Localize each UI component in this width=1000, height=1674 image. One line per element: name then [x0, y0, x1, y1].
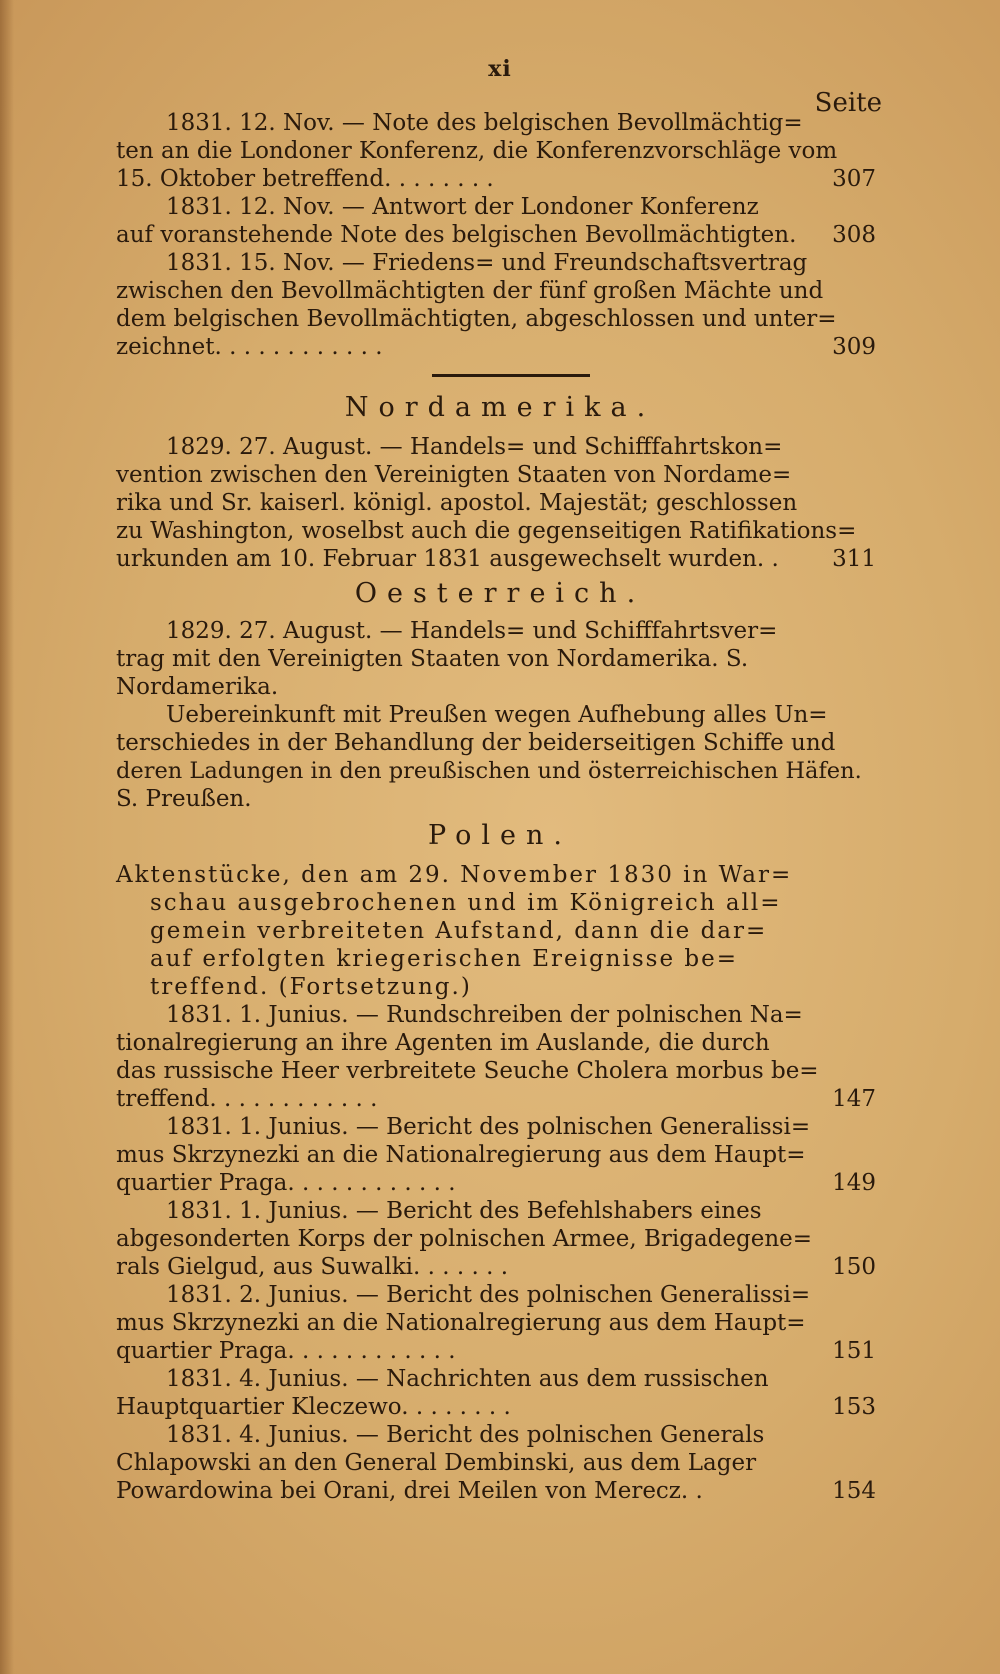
toc-line: zeichnet. . . . . . . . . . . . 309 [116, 334, 876, 360]
toc-line: 1829. 27. August. — Handels= und Schifffahrtsver= [166, 618, 778, 644]
page-ref: 150 [832, 1254, 876, 1280]
toc-line: 1829. 27. August. — Handels= und Schifffahrtskon= [166, 434, 783, 460]
toc-line: das russische Heer verbreitete Seuche Cholera morbus be= [116, 1058, 819, 1084]
toc-line: quartier Praga. . . . . . . . . . . . 149 [116, 1170, 876, 1196]
page-ref: 309 [832, 334, 876, 360]
toc-line: Aktenstücke, den am 29. November 1830 in War= [116, 862, 793, 888]
toc-line: auf erfolgten kriegerischen Ereignisse be= [150, 946, 738, 972]
toc-line: 15. Oktober betreffend. . . . . . . . 307 [116, 166, 876, 192]
toc-line: gemein verbreiteten Aufstand, dann die dar= [150, 918, 768, 944]
toc-line: treffend. (Fortsetzung.) [150, 974, 472, 1000]
page-ref: 307 [832, 166, 876, 192]
toc-line: rika und Sr. kaiserl. königl. apostol. Majestät; geschlossen [116, 490, 798, 516]
page-ref: 151 [832, 1338, 876, 1364]
toc-line: vention zwischen den Vereinigten Staaten von Nordame= [116, 462, 792, 488]
toc-line: deren Ladungen in den preußischen und österreichischen Häfen. [116, 758, 862, 784]
page-number: xi [488, 56, 512, 82]
toc-line: 1831. 2. Junius. — Bericht des polnischen Generalissi= [166, 1282, 811, 1308]
toc-line: 1831. 12. Nov. — Note des belgischen Bevollmächtig= [166, 110, 803, 136]
toc-line: ten an die Londoner Konferenz, die Konferenzvorschläge vom [116, 138, 838, 164]
page-ref: 308 [832, 222, 876, 248]
section-heading-oesterreich: Oesterreich. [354, 578, 646, 609]
section-heading-nordamerika: Nordamerika. [344, 392, 656, 423]
toc-line: mus Skrzynezki an die Nationalregierung aus dem Haupt= [116, 1310, 806, 1336]
toc-line: Nordamerika. [116, 674, 279, 700]
toc-line: 1831. 4. Junius. — Bericht des polnischen Generals [166, 1422, 765, 1448]
toc-line: 1831. 12. Nov. — Antwort der Londoner Konferenz [166, 194, 759, 220]
section-heading-polen: Polen. [428, 820, 572, 851]
toc-line: 1831. 1. Junius. — Rundschreiben der polnischen Na= [166, 1002, 803, 1028]
toc-line: rals Gielgud, aus Suwalki. . . . . . . 150 [116, 1254, 876, 1280]
toc-line: zwischen den Bevollmächtigten der fünf großen Mächte und [116, 278, 824, 304]
toc-line: zu Washington, woselbst auch die gegenseitigen Ratifikations= [116, 518, 857, 544]
toc-line: Hauptquartier Kleczewo. . . . . . . . 153 [116, 1394, 876, 1420]
toc-line: S. Preußen. [116, 786, 252, 812]
toc-line: terschiedes in der Behandlung der beiderseitigen Schiffe und [116, 730, 836, 756]
toc-line: mus Skrzynezki an die Nationalregierung aus dem Haupt= [116, 1142, 806, 1168]
toc-line: dem belgischen Bevollmächtigten, abgeschlossen und unter= [116, 306, 837, 332]
toc-line: 1831. 4. Junius. — Nachrichten aus dem russischen [166, 1366, 769, 1392]
toc-line: treffend. . . . . . . . . . . . 147 [116, 1086, 876, 1112]
toc-line: urkunden am 10. Februar 1831 ausgewechselt wurden. . 311 [116, 546, 876, 572]
page-ref: 154 [832, 1478, 876, 1504]
page-ref: 147 [832, 1086, 876, 1112]
toc-line: 1831. 15. Nov. — Friedens= und Freundschaftsvertrag [166, 250, 808, 276]
toc-line: Uebereinkunft mit Preußen wegen Aufhebung alles Un= [166, 702, 828, 728]
toc-line: 1831. 1. Junius. — Bericht des polnischen Generalissi= [166, 1114, 811, 1140]
page-ref: 149 [832, 1170, 876, 1196]
toc-line: abgesonderten Korps der polnischen Armee, Brigadegene= [116, 1226, 813, 1252]
column-header-seite: Seite [814, 88, 882, 118]
section-divider-rule [432, 374, 590, 377]
page-ref: 311 [832, 546, 876, 572]
toc-line: schau ausgebrochenen und im Königreich all= [150, 890, 782, 916]
toc-line: Chlapowski an den General Dembinski, aus dem Lager [116, 1450, 757, 1476]
toc-line: tionalregierung an ihre Agenten im Auslande, die durch [116, 1030, 770, 1056]
toc-line: 1831. 1. Junius. — Bericht des Befehlshabers eines [166, 1198, 762, 1224]
toc-line: trag mit den Vereinigten Staaten von Nordamerika. S. [116, 646, 749, 672]
page-ref: 153 [832, 1394, 876, 1420]
toc-line: Powardowina bei Orani, drei Meilen von Merecz. . 154 [116, 1478, 876, 1504]
toc-line: auf voranstehende Note des belgischen Bevollmächtigten. 308 [116, 222, 876, 248]
toc-line: quartier Praga. . . . . . . . . . . . 151 [116, 1338, 876, 1364]
